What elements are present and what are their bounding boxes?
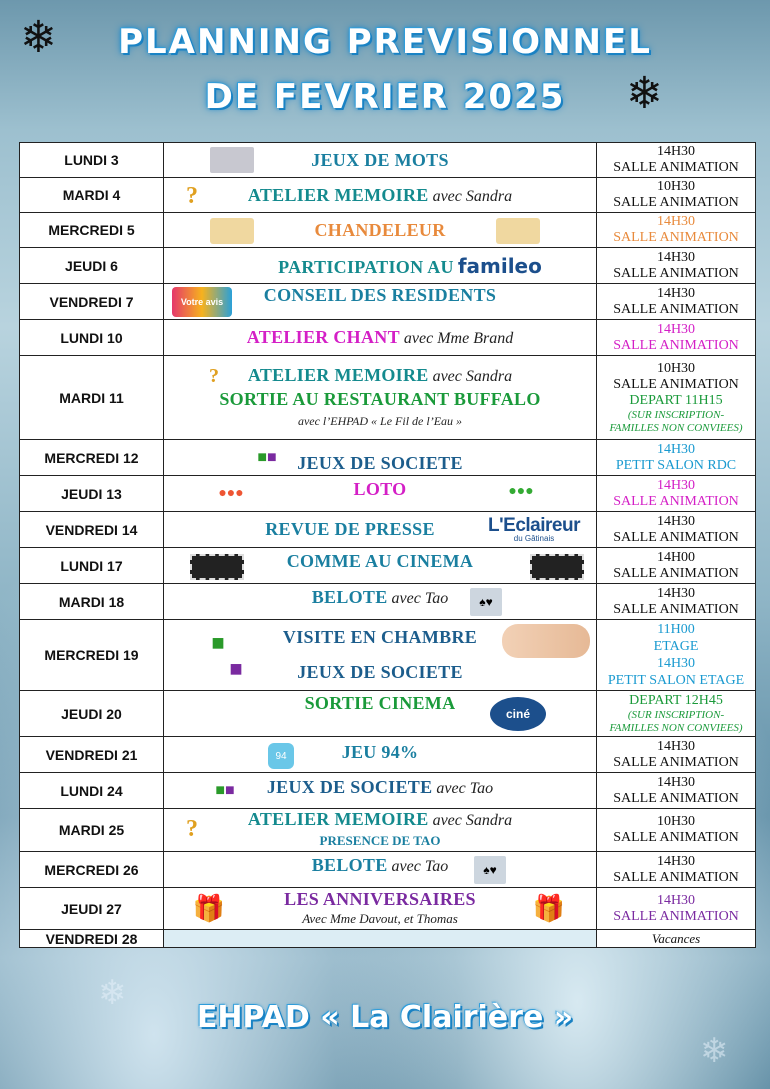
activity-label: JEUX DE MOTS bbox=[311, 149, 449, 170]
time: 14H30 bbox=[656, 249, 696, 265]
time-2: DEPART 11H15 bbox=[629, 392, 723, 408]
table-row bbox=[20, 852, 756, 888]
holiday-note: Vacances bbox=[651, 930, 701, 946]
activity-label: BELOTE bbox=[311, 587, 388, 607]
place: SALLE ANIMATION bbox=[613, 565, 739, 581]
time: 14H30 bbox=[656, 738, 696, 754]
activity-cell bbox=[164, 691, 597, 737]
activity-cell bbox=[164, 213, 597, 248]
activity-label: PARTICIPATION AU bbox=[278, 256, 454, 277]
place: SALLE ANIMATION bbox=[613, 493, 739, 509]
day-cell: JEUDI 27 bbox=[20, 888, 164, 930]
activity-cell bbox=[164, 143, 597, 178]
dice-icon: ■ ■ bbox=[257, 449, 277, 466]
activity-cell bbox=[164, 512, 597, 548]
activity-cell bbox=[164, 440, 597, 476]
activity-cell bbox=[164, 852, 597, 888]
activity-cell bbox=[164, 356, 597, 440]
info-cell bbox=[597, 548, 756, 584]
place: PETIT SALON RDC bbox=[615, 457, 737, 473]
activity-label: VISITE EN CHAMBRE bbox=[282, 627, 478, 647]
time: 10H30 bbox=[656, 360, 696, 376]
info-cell bbox=[597, 476, 756, 512]
table-row bbox=[20, 773, 756, 809]
table-row bbox=[20, 691, 756, 737]
place: SALLE ANIMATION bbox=[613, 869, 739, 885]
table-row bbox=[20, 620, 756, 691]
activity-label: JEUX DE SOCIETE bbox=[266, 777, 433, 797]
activity-label: ATELIER MEMOIRE bbox=[247, 184, 429, 205]
activity-label: CONSEIL DES RESIDENTS bbox=[263, 285, 497, 305]
activity-cell bbox=[164, 773, 597, 809]
snowflake-icon: ❄ bbox=[20, 13, 57, 62]
activity-label: ATELIER CHANT bbox=[246, 327, 400, 347]
cinema-logo: ciné bbox=[490, 697, 546, 731]
info-cell bbox=[597, 512, 756, 548]
table-row bbox=[20, 440, 756, 476]
famileo-logo: famileo bbox=[457, 253, 542, 278]
day-cell: LUNDI 24 bbox=[20, 773, 164, 809]
activity-label: ATELIER MEMOIRE bbox=[247, 364, 429, 385]
day-cell: MARDI 25 bbox=[20, 809, 164, 852]
info-cell bbox=[597, 320, 756, 356]
info-cell bbox=[597, 178, 756, 213]
table-row bbox=[20, 248, 756, 284]
activity-cell bbox=[164, 178, 597, 213]
table-row bbox=[20, 548, 756, 584]
eclaireur-logo-subtitle: du Gâtinais bbox=[513, 534, 555, 543]
note: (SUR INSCRIPTION- bbox=[627, 708, 725, 721]
place: SALLE ANIMATION bbox=[613, 265, 739, 281]
activity-cell bbox=[164, 548, 597, 584]
day-cell: VENDREDI 14 bbox=[20, 512, 164, 548]
time-2: 14H30 bbox=[656, 656, 696, 671]
table-row bbox=[20, 888, 756, 930]
table-row bbox=[20, 213, 756, 248]
activity-label: COMME AU CINEMA bbox=[286, 551, 474, 571]
footer-title: EHPAD « La Clairière » bbox=[196, 1000, 574, 1035]
snowflake-icon: ❄ bbox=[700, 1033, 729, 1070]
info-cell bbox=[597, 737, 756, 773]
time: 14H30 bbox=[656, 144, 696, 159]
place: SALLE ANIMATION bbox=[613, 908, 739, 924]
activity-label: LOTO bbox=[353, 479, 407, 499]
activity-label: REVUE DE PRESSE bbox=[265, 519, 435, 539]
day-cell: MERCREDI 26 bbox=[20, 852, 164, 888]
time: 14H30 bbox=[656, 477, 696, 493]
planning-table bbox=[19, 142, 756, 948]
table-row bbox=[20, 809, 756, 852]
day-cell: MERCREDI 12 bbox=[20, 440, 164, 476]
question-mark-icon: ? bbox=[209, 365, 219, 387]
table-row bbox=[20, 512, 756, 548]
activity-label: JEUX DE SOCIETE bbox=[297, 453, 463, 473]
place: SALLE ANIMATION bbox=[613, 195, 739, 210]
place: SALLE ANIMATION bbox=[613, 601, 739, 617]
table-row bbox=[20, 737, 756, 773]
snowflake-icon: ❄ bbox=[626, 69, 663, 118]
activity-cell bbox=[164, 930, 597, 948]
day-cell: MARDI 18 bbox=[20, 584, 164, 620]
time: 14H30 bbox=[656, 892, 696, 908]
place: SALLE ANIMATION bbox=[613, 376, 739, 392]
note: FAMILLES NON CONVIEES) bbox=[609, 721, 743, 734]
info-cell bbox=[597, 356, 756, 440]
table-row bbox=[20, 143, 756, 178]
time: 11H00 bbox=[657, 622, 695, 637]
activity-cell bbox=[164, 320, 597, 356]
time: 14H30 bbox=[656, 585, 696, 601]
activity-with: avec Sandra bbox=[432, 187, 513, 205]
activity-cell bbox=[164, 476, 597, 512]
dice-icon: ■ bbox=[229, 655, 243, 681]
word-game-image-icon bbox=[210, 147, 254, 173]
day-cell: VENDREDI 21 bbox=[20, 737, 164, 773]
info-cell bbox=[597, 584, 756, 620]
activity-label: JEU 94% bbox=[341, 742, 419, 762]
note: FAMILLES NON CONVIEES) bbox=[609, 421, 743, 434]
activity-label: BELOTE bbox=[311, 855, 388, 875]
time: 14H00 bbox=[656, 549, 696, 565]
info-cell bbox=[597, 143, 756, 178]
info-cell bbox=[597, 620, 756, 691]
info-cell bbox=[597, 691, 756, 737]
place: SALLE ANIMATION bbox=[613, 790, 739, 806]
activity-note: avec l’EHPAD « Le Fil de l’Eau » bbox=[297, 413, 463, 428]
title-line-2: DE FEVRIER 2025 bbox=[204, 77, 566, 117]
place: ETAGE bbox=[653, 639, 699, 654]
activity-label: CHANDELEUR bbox=[314, 219, 446, 240]
gift-icon: 🎁 bbox=[532, 894, 566, 923]
info-cell bbox=[597, 440, 756, 476]
playing-cards-icon: ♠♥ bbox=[470, 588, 502, 616]
eclaireur-logo bbox=[486, 515, 582, 545]
activity-cell bbox=[164, 888, 597, 930]
gift-icon: 🎁 bbox=[192, 894, 226, 923]
activity-cell bbox=[164, 809, 597, 852]
place: SALLE ANIMATION bbox=[613, 337, 739, 353]
activity-label: SORTIE CINEMA bbox=[304, 693, 456, 713]
info-cell bbox=[597, 773, 756, 809]
time: 10H30 bbox=[656, 179, 696, 194]
crepe-icon bbox=[210, 218, 254, 244]
time: DEPART 12H45 bbox=[629, 692, 723, 708]
activity-with: avec Mme Brand bbox=[403, 330, 514, 347]
info-cell bbox=[597, 248, 756, 284]
activity-note: Avec Mme Davout, et Thomas bbox=[302, 910, 458, 926]
note: (SUR INSCRIPTION- bbox=[627, 408, 725, 421]
table-row bbox=[20, 320, 756, 356]
activity-with: avec Sandra bbox=[432, 367, 513, 385]
activity-cell bbox=[164, 737, 597, 773]
activity-label-2: SORTIE AU RESTAURANT BUFFALO bbox=[219, 388, 541, 409]
loto-balls-icon: ●●● bbox=[218, 486, 244, 501]
info-cell bbox=[597, 809, 756, 852]
activity-cell bbox=[164, 284, 597, 320]
film-reel-icon bbox=[530, 554, 584, 580]
table-row bbox=[20, 476, 756, 512]
time: 14H30 bbox=[656, 441, 696, 457]
day-cell: JEUDI 20 bbox=[20, 691, 164, 737]
time: 14H30 bbox=[656, 774, 696, 790]
activity-cell bbox=[164, 584, 597, 620]
place: SALLE ANIMATION bbox=[613, 230, 739, 245]
activity-label: LES ANNIVERSAIRES bbox=[284, 888, 476, 909]
day-cell: MARDI 4 bbox=[20, 178, 164, 213]
title-line-1: PLANNING PREVISIONNEL bbox=[118, 22, 652, 62]
activity-label: ATELIER MEMOIRE bbox=[247, 809, 429, 829]
time: 14H30 bbox=[656, 513, 696, 529]
place-2: PETIT SALON ETAGE bbox=[607, 673, 745, 688]
day-cell: MERCREDI 5 bbox=[20, 213, 164, 248]
info-cell bbox=[597, 930, 756, 948]
table-row bbox=[20, 584, 756, 620]
place: SALLE ANIMATION bbox=[613, 160, 739, 175]
day-cell: MARDI 11 bbox=[20, 356, 164, 440]
jeu-94-app-icon: 94 bbox=[268, 743, 294, 769]
info-cell bbox=[597, 888, 756, 930]
info-cell bbox=[597, 284, 756, 320]
day-cell: LUNDI 10 bbox=[20, 320, 164, 356]
eclaireur-logo-title: L'Eclaireur bbox=[488, 515, 580, 536]
playing-cards-icon: ♠♥ bbox=[474, 856, 506, 884]
time: 10H30 bbox=[656, 814, 696, 829]
activity-cell bbox=[164, 248, 597, 284]
place: SALLE ANIMATION bbox=[613, 754, 739, 770]
activity-with: avec Sandra bbox=[432, 812, 513, 829]
day-cell: VENDREDI 7 bbox=[20, 284, 164, 320]
holding-hands-icon bbox=[502, 624, 590, 658]
day-cell: JEUDI 6 bbox=[20, 248, 164, 284]
time: 14H30 bbox=[656, 214, 696, 229]
activity-label-2: JEUX DE SOCIETE bbox=[297, 662, 463, 682]
activity-with: avec Tao bbox=[436, 780, 494, 797]
day-cell: LUNDI 3 bbox=[20, 143, 164, 178]
crepe-icon bbox=[496, 218, 540, 244]
table-row bbox=[20, 356, 756, 440]
loto-balls-icon: ●●● bbox=[508, 484, 534, 499]
film-reel-icon bbox=[190, 554, 244, 580]
activity-cell bbox=[164, 620, 597, 691]
day-cell: LUNDI 17 bbox=[20, 548, 164, 584]
info-cell bbox=[597, 852, 756, 888]
place: SALLE ANIMATION bbox=[613, 301, 739, 317]
dice-icon: ■ bbox=[211, 629, 225, 655]
activity-with: avec Tao bbox=[391, 590, 449, 607]
question-mark-icon: ? bbox=[186, 816, 198, 842]
dice-icon: ■ ■ bbox=[215, 782, 235, 799]
place: SALLE ANIMATION bbox=[613, 529, 739, 545]
snowflake-icon: ❄ bbox=[98, 975, 127, 1012]
table-row bbox=[20, 178, 756, 213]
day-cell: JEUDI 13 bbox=[20, 476, 164, 512]
time: 14H30 bbox=[656, 321, 696, 337]
table-row bbox=[20, 930, 756, 948]
activity-with: avec Tao bbox=[391, 858, 449, 875]
info-cell bbox=[597, 213, 756, 248]
table-row bbox=[20, 284, 756, 320]
day-cell: VENDREDI 28 bbox=[20, 930, 164, 948]
day-cell: MERCREDI 19 bbox=[20, 620, 164, 691]
votre-avis-icon: Votre avis bbox=[172, 287, 232, 317]
activity-label-2: PRESENCE DE TAO bbox=[319, 833, 441, 848]
place: SALLE ANIMATION bbox=[613, 830, 739, 845]
time: 14H30 bbox=[656, 853, 696, 869]
question-mark-icon: ? bbox=[186, 182, 198, 209]
time: 14H30 bbox=[656, 285, 696, 301]
